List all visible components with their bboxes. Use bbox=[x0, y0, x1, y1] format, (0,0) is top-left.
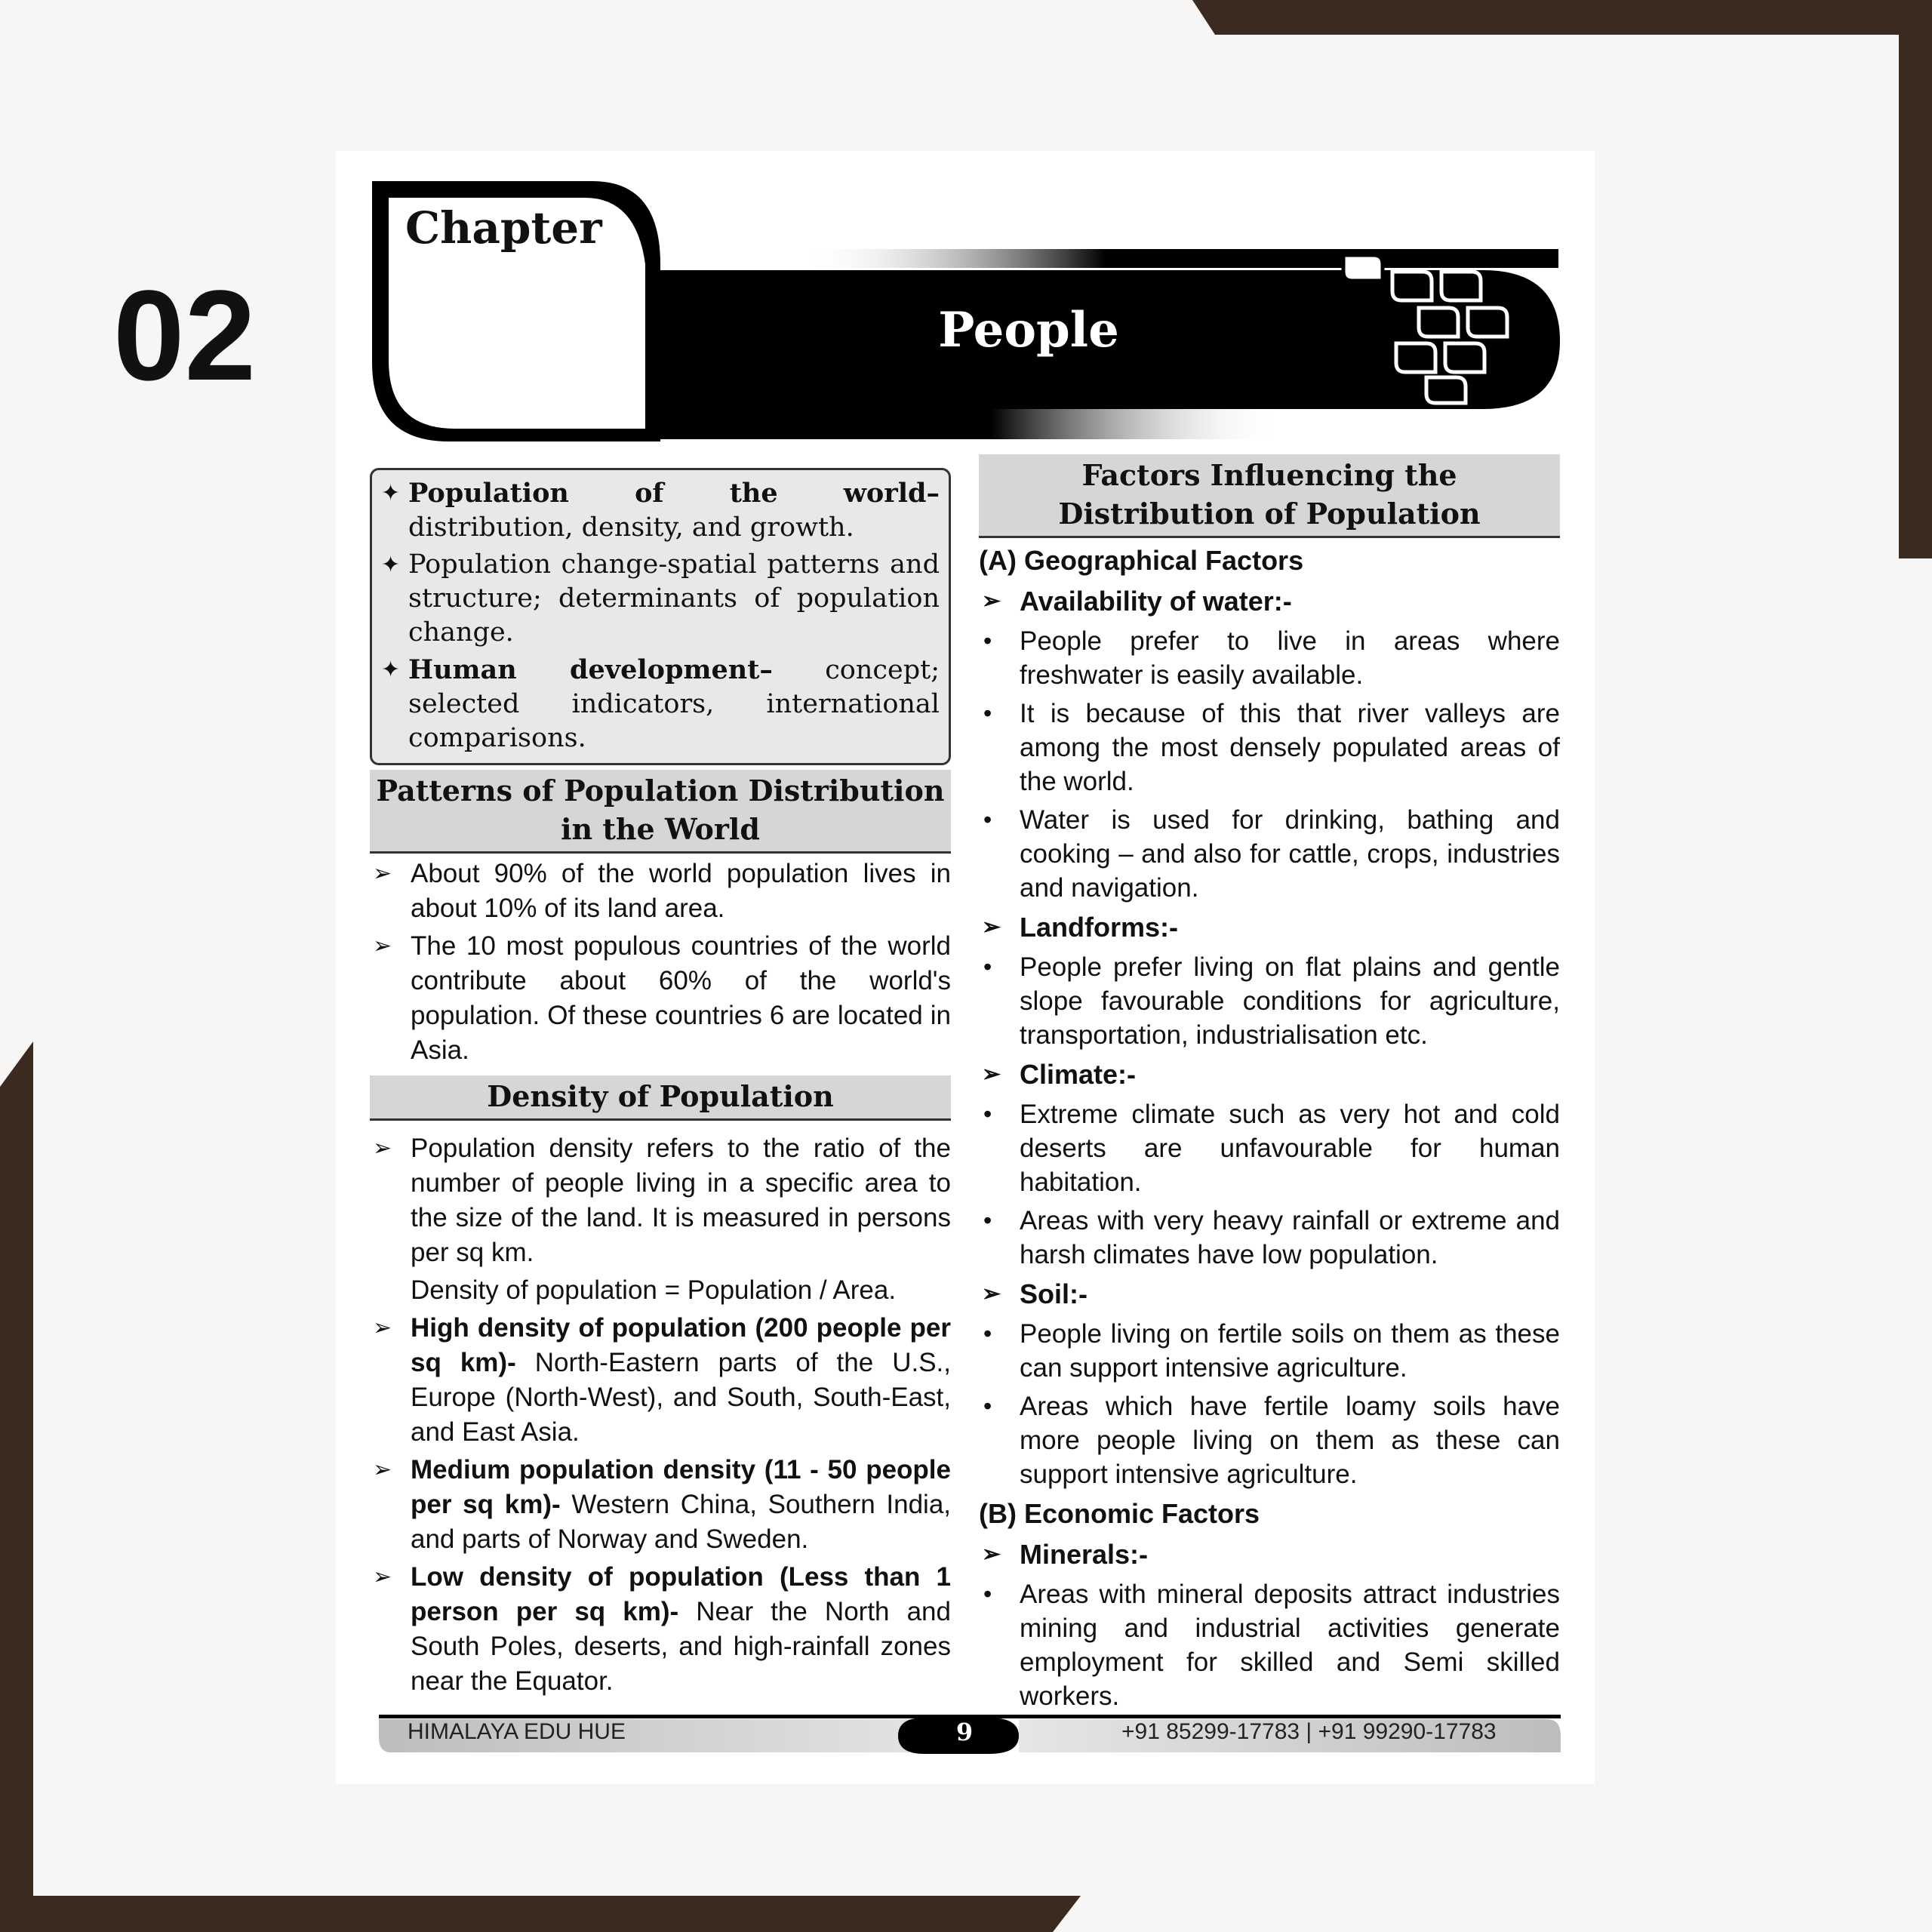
list-item: ➢ About 90% of the world population lives in about 10% of its land area. bbox=[370, 857, 951, 926]
geographical-factors-heading: (A) Geographical Factors bbox=[979, 545, 1304, 576]
page-number: 9 bbox=[955, 1718, 974, 1746]
list-item: • Areas with mineral deposits attract industries mining and industrial activities generate employment for skilled and Semi skilled workers. bbox=[979, 1577, 1560, 1713]
list-item: ➢ Low density of population (Less than 1 person per sq km)- Near the North and South Poles, deserts, and high-rainfall zones near the Equator. bbox=[370, 1560, 951, 1699]
list-item: • It is because of this that river valleys are among the most densely populated areas of the world. bbox=[979, 697, 1560, 798]
soil-heading: ➢ Soil:- bbox=[979, 1276, 1560, 1312]
water-heading: ➢ Availability of water:- bbox=[979, 583, 1560, 620]
factors-heading: Factors Influencing the Distribution of Population bbox=[979, 454, 1560, 538]
list-item: • Areas with very heavy rainfall or extreme and harsh climates have low population. bbox=[979, 1204, 1560, 1272]
list-item: • People living on fertile soils on them as these can support intensive agriculture. bbox=[979, 1317, 1560, 1385]
list-item: ➢ High density of population (200 people per sq km)- North-Eastern parts of the U.S., Europe (North-West), and South, South-East, and East Asia. bbox=[370, 1311, 951, 1450]
chapter-number: 02 bbox=[113, 264, 257, 408]
economic-factors-heading: (B) Economic Factors bbox=[979, 1498, 1260, 1529]
syllabus-item: ✦ Population change-spatial patterns and structure; determinants of population change. bbox=[381, 548, 940, 650]
minerals-heading: ➢ Minerals:- bbox=[979, 1537, 1560, 1573]
list-item: ➢ Medium population density (11 - 50 people per sq km)- Western China, Southern India, and parts of Norway and Sweden. bbox=[370, 1453, 951, 1557]
patterns-heading: Patterns of Population Distribution in the World bbox=[370, 770, 951, 854]
list-item: • Water is used for drinking, bathing and cooking – and also for cattle, crops, industries and navigation. bbox=[979, 803, 1560, 905]
list-item: • Areas which have fertile loamy soils have more people living on them as these can support intensive agriculture. bbox=[979, 1389, 1560, 1491]
list-item: ➢ The 10 most populous countries of the world contribute about 60% of the world's population. Of these countries 6 are located in Asia. bbox=[370, 929, 951, 1068]
right-column bbox=[979, 454, 1560, 1713]
density-definition: ➢ Population density refers to the ratio of the number of people living in a specific area to the size of the land. It is measured in persons per sq km. bbox=[370, 1131, 951, 1270]
list-item: • People prefer to live in areas where freshwater is easily available. bbox=[979, 624, 1560, 692]
chapter-label: Chapter bbox=[405, 202, 602, 254]
list-item: • Extreme climate such as very hot and cold deserts are unfavourable for human habitation. bbox=[979, 1097, 1560, 1199]
density-heading: Density of Population bbox=[370, 1075, 951, 1121]
syllabus-box bbox=[370, 468, 951, 765]
landforms-heading: ➢ Landforms:- bbox=[979, 909, 1560, 946]
list-item: • People prefer living on flat plains and gentle slope favourable conditions for agriculture, transportation, industrialisation etc. bbox=[979, 950, 1560, 1052]
syllabus-item: ✦ Population of the world– distribution, density, and growth. bbox=[381, 476, 940, 545]
left-column bbox=[370, 468, 951, 1699]
syllabus-item: ✦ Human development– concept; selected indicators, international comparisons. bbox=[381, 653, 940, 755]
footer-brand: HIMALAYA EDU HUE bbox=[408, 1719, 626, 1744]
footer-phone: +91 85299-17783 | +91 99290-17783 bbox=[1121, 1719, 1497, 1744]
climate-heading: ➢ Climate:- bbox=[979, 1057, 1560, 1093]
density-formula: Density of population = Population / Area. bbox=[411, 1275, 897, 1305]
chapter-title: People bbox=[938, 302, 1119, 358]
